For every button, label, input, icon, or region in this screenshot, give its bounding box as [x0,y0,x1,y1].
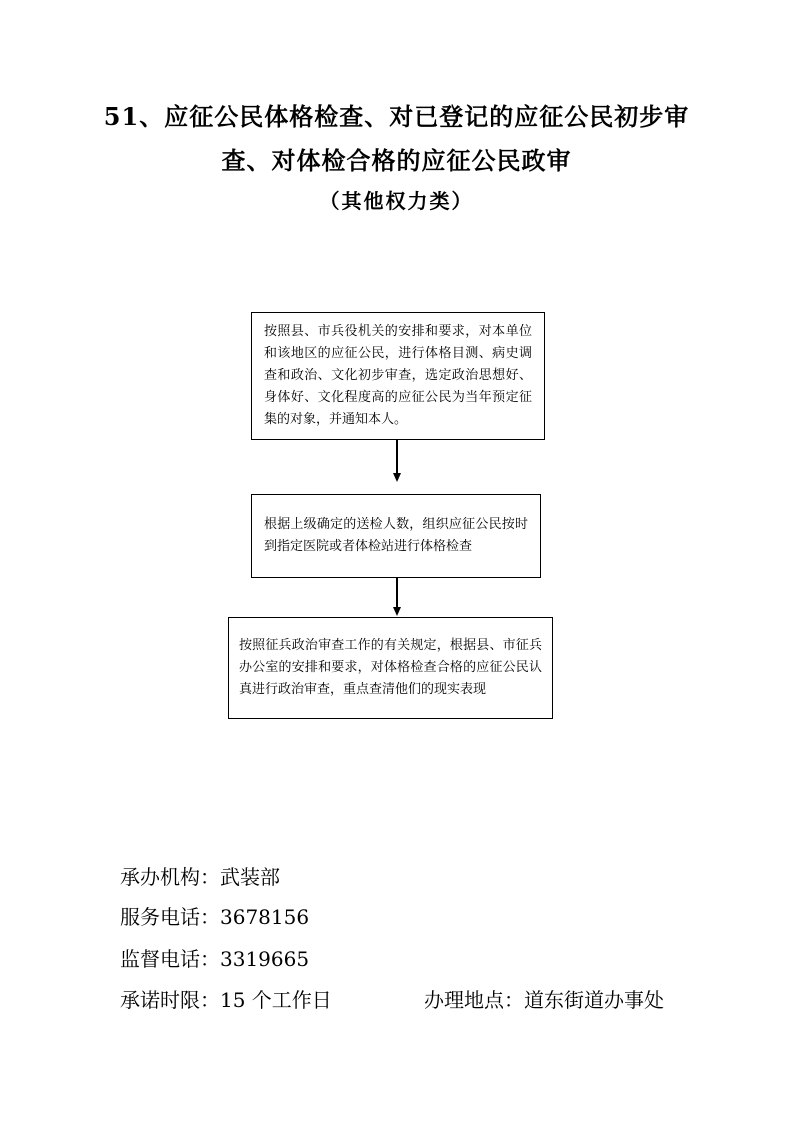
arrow-down-icon [393,473,401,482]
document-title-line-1: 51、应征公民体格检查、对已登记的应征公民初步审 [103,102,690,131]
flow-step-1-text: 按照县、市兵役机关的安排和要求，对本单位和该地区的应征公民，进行体格目测、病史调查和政治、文化初步审查，选定政治思想好、身体好、文化程度高的应征公民为当年预定征集的对象，并通知本人。 [264,324,532,427]
service-phone-info: 服务电话：3678156 [120,905,310,929]
document-title-line-2: 查、对体检合格的应征公民政审 [221,146,572,175]
office-info: 承办机构：武装部 [120,865,280,889]
flow-step-1-box [251,312,545,440]
location-info: 办理地点：道东街道办事处 [424,988,664,1012]
flow-step-3-box [228,617,553,719]
arrow-down-icon [393,607,401,616]
supervision-phone-info: 监督电话：3319665 [120,947,310,971]
document-category: （其他权力类） [319,189,474,213]
flow-step-2-text: 根据上级确定的送检人数，组织应征公民按时到指定医院或者体检站进行体格检查 [264,517,528,554]
flow-step-2-box [251,494,541,578]
time-limit-info: 承诺时限：15 个工作日 [120,988,332,1012]
flow-step-3-text: 按照征兵政治审查工作的有关规定，根据县、市征兵办公室的安排和要求，对体格检查合格的应征公民认真进行政治审查，重点查清他们的现实表现 [239,638,542,697]
